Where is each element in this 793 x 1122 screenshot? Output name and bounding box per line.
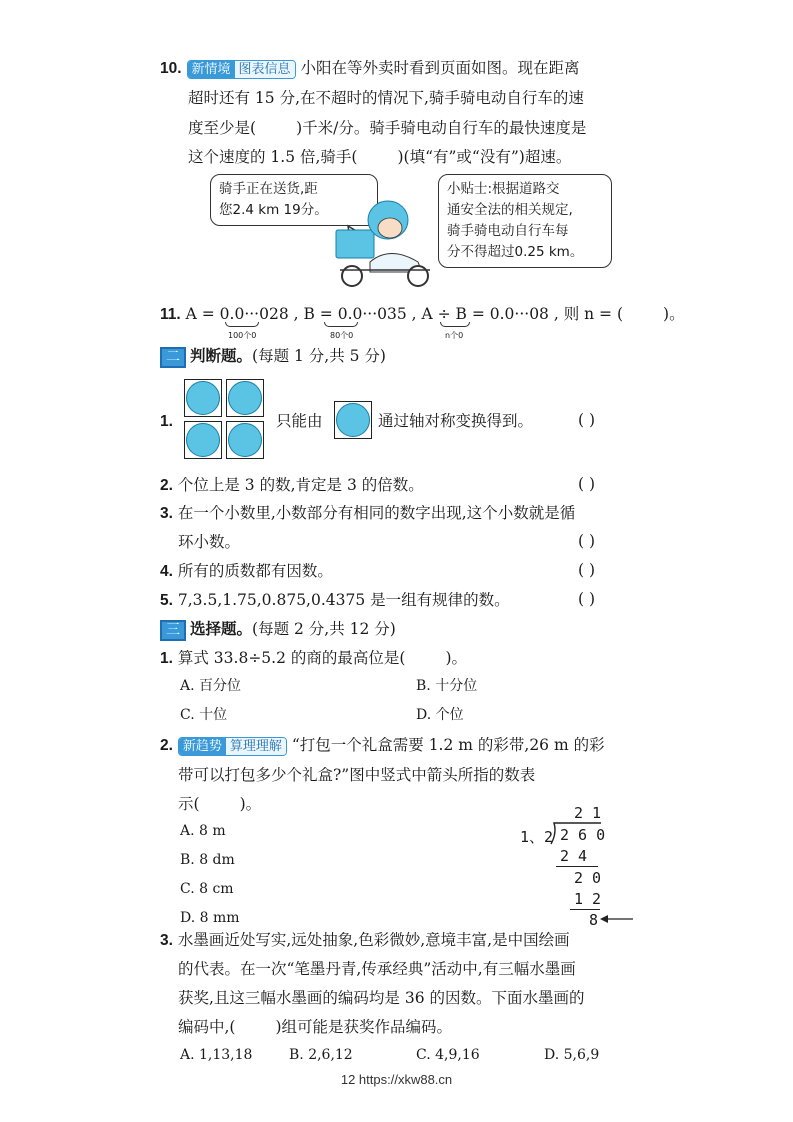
section-badge: 二 [160, 347, 186, 368]
item-text-end: )组可能是获奖作品编码。 [275, 1018, 453, 1036]
section-title: 判断题。 [190, 347, 253, 365]
item-number: 1. [160, 413, 173, 430]
circle-square-bl [184, 421, 222, 459]
tip-box [438, 174, 612, 268]
section-badge: 三 [160, 620, 186, 641]
item-text: 算式 33.8÷5.2 的商的最高位是( [177, 649, 406, 667]
option-a[interactable]: A. 1,13,18 [180, 1047, 253, 1063]
choice-q1 [160, 648, 467, 669]
q10-line3-a: 度至少是( [188, 119, 257, 137]
choice-q3-line2: 的代表。在一次“笔墨丹青,传承经典”活动中,有三幅水墨画 [178, 960, 576, 978]
option-d[interactable]: D. 5,6,9 [544, 1047, 600, 1063]
brace-1 [225, 322, 259, 327]
item-text: “打包一个礼盒需要 1.2 m 的彩带,26 m 的彩 [291, 736, 605, 754]
brace-3 [440, 322, 470, 327]
bubble-text-1: 骑手正在送货,距 [219, 181, 318, 197]
item-number: 1. [160, 650, 173, 667]
option-b[interactable]: B. 8 dm [180, 852, 235, 868]
judge-item-2 [160, 475, 424, 496]
arrow-left-icon [600, 913, 634, 925]
judge-item-4 [160, 561, 333, 582]
item-text-end: )。 [445, 649, 467, 667]
circle-square-tr [226, 379, 264, 417]
section-note: (每题 1 分,共 5 分) [252, 347, 386, 365]
option-b[interactable]: B. 十分位 [416, 678, 478, 694]
option-c[interactable]: C. 十位 [180, 707, 228, 723]
q11-under-1: 100个0 [228, 331, 257, 340]
item-text: 示( [178, 795, 200, 813]
q10-line4-a: 这个速度的 1.5 倍,骑手( [188, 148, 358, 166]
tag-new-trend: 新趋势 [179, 738, 226, 755]
option-d[interactable]: D. 个位 [416, 707, 464, 723]
q11-number: 11. [160, 306, 181, 323]
item-text: 编码中,( [178, 1018, 236, 1036]
item-number: 3. [160, 505, 173, 522]
tag-chart-info: 图表信息 [235, 61, 295, 78]
option-a[interactable]: A. 8 m [180, 823, 226, 839]
item-text: 在一个小数里,小数部分有相同的数字出现,这个小数就是循 [177, 504, 576, 522]
tip-line-4: 分不得超过0.25 km。 [447, 244, 584, 260]
judge-answer-3[interactable]: ( ) [578, 532, 596, 550]
q10-line4-b: )(填“有”或“没有”)超速。 [397, 148, 572, 166]
item-number: 2. [160, 477, 173, 494]
judge-item-3 [160, 503, 575, 524]
section-judgement-heading [160, 346, 386, 368]
choice-q3-line3: 获奖,且这三幅水墨画的编码均是 36 的因数。下面水墨画的 [178, 989, 585, 1007]
q10-text: 小阳在等外卖时看到页面如图。现在距离 [300, 59, 580, 77]
section-title: 选择题。 [190, 620, 253, 638]
brace-2 [324, 322, 358, 327]
choice-q2-line2: 带可以打包多少个礼盒?”图中竖式中箭头所指的数表 [178, 766, 536, 784]
choice-q3-line1 [160, 930, 570, 951]
q10-line2: 超时还有 15 分,在不超时的情况下,骑手骑电动自行车的速 [188, 89, 584, 107]
item-text: 水墨画近处写实,远处抽象,色彩微妙,意境丰富,是中国绘画 [177, 931, 570, 949]
q11-text-end: )。 [663, 305, 685, 323]
circle-square-single [334, 401, 372, 439]
judge-answer-2[interactable]: ( ) [578, 475, 596, 493]
q10-tag [187, 60, 296, 79]
division-step-1: 2 4 [560, 847, 588, 865]
division-remainder: 8 [589, 911, 599, 929]
option-c[interactable]: C. 4,9,16 [416, 1047, 480, 1063]
division-dividend: 2 6 0 [560, 826, 606, 844]
tag-reasoning: 算理理解 [226, 738, 286, 755]
choice-q2-line3 [178, 794, 261, 814]
circle-square-tl [184, 379, 222, 417]
q10-line1 [160, 58, 579, 79]
q10-line4 [188, 147, 571, 167]
tag-new-context: 新情境 [188, 61, 235, 78]
bubble-text-2: 您2.4 km 19分。 [219, 202, 328, 218]
tip-line-2: 通安全法的相关规定, [447, 202, 573, 218]
judge-answer-1[interactable]: ( ) [578, 411, 596, 429]
item-number: 3. [160, 932, 173, 949]
choice-q2-line1 [160, 735, 605, 756]
circle-square-br [226, 421, 264, 459]
q2-tag [178, 737, 287, 756]
choice-q3-line4 [178, 1017, 452, 1037]
q11-text: A = 0.0···028 , B = 0.0···035 , A ÷ B = 0.0···08 , 则 n = ( [185, 305, 624, 323]
option-d[interactable]: D. 8 mm [180, 910, 240, 926]
judge-item-3-cont: 环小数。 [178, 533, 241, 551]
section-note: (每题 2 分,共 12 分) [252, 620, 396, 638]
scooter-rider-illustration [300, 190, 450, 300]
tip-line-1: 小贴士:根据道路交 [447, 181, 560, 197]
item-text: 所有的质数都有因数。 [177, 562, 333, 580]
q10-number: 10. [160, 60, 182, 77]
item-text-end: )。 [239, 795, 262, 813]
division-step-3: 1 2 [574, 890, 602, 908]
item-text: 个位上是 3 的数,肯定是 3 的倍数。 [177, 476, 424, 494]
division-line-1 [556, 866, 598, 867]
judge-item-1-text-b: 通过轴对称变换得到。 [378, 412, 534, 430]
division-line-2 [570, 909, 600, 910]
q10-line3 [188, 118, 586, 138]
option-a[interactable]: A. 百分位 [180, 678, 242, 694]
option-b[interactable]: B. 2,6,12 [289, 1047, 353, 1063]
section-choice-heading [160, 619, 396, 641]
item-number: 2. [160, 737, 173, 754]
judge-answer-4[interactable]: ( ) [578, 561, 596, 579]
q11-under-2: 80个0 [330, 331, 354, 340]
division-quotient: 2 1 [574, 804, 602, 822]
item-text: 7,3.5,1.75,0.875,0.4375 是一组有规律的数。 [177, 591, 510, 609]
division-step-2: 2 0 [574, 869, 602, 887]
judge-item-5 [160, 590, 510, 611]
item-number: 4. [160, 563, 173, 580]
page-footer: 12 https://xkw88.cn [340, 1072, 453, 1087]
tip-line-3: 骑手骑电动自行车每 [447, 223, 569, 239]
item-number: 5. [160, 592, 173, 609]
q10-line3-b: )千米/分。骑手骑电动自行车的最快速度是 [296, 119, 587, 137]
judge-answer-5[interactable]: ( ) [578, 590, 596, 608]
option-c[interactable]: C. 8 cm [180, 881, 234, 897]
judge-item-1-num [160, 411, 173, 432]
q11-under-3: n个0 [445, 331, 464, 340]
judge-item-1-text-a: 只能由 [276, 412, 323, 430]
division-divisor: 1、2 [520, 828, 554, 846]
